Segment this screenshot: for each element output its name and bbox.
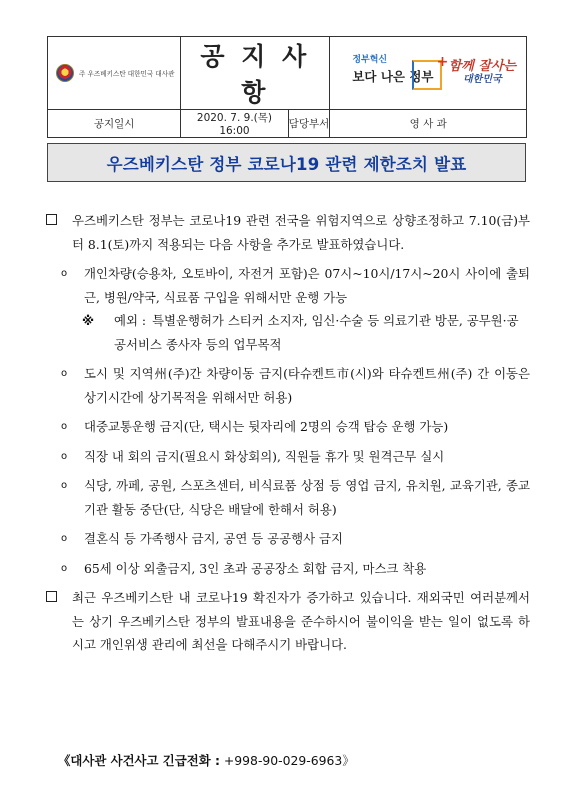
dept-value: 영 사 과 xyxy=(330,110,527,138)
gov-innovation-logo: 정부혁신 보다 나은 정부 + xyxy=(352,52,442,94)
bullet-icon: o xyxy=(61,421,68,432)
emergency-phone: +998-90-029-6963》 xyxy=(223,753,355,768)
logos-cell xyxy=(330,37,527,110)
bullet-icon: o xyxy=(61,450,68,462)
date-value: 2020. 7. 9.(목) 16:00 xyxy=(181,110,288,138)
bullet-icon: o xyxy=(61,268,68,279)
notice-body xyxy=(46,209,530,657)
reference-mark-icon: ※ xyxy=(82,313,95,328)
national-emblem-icon xyxy=(56,64,74,82)
bullet-icon: o xyxy=(61,368,68,379)
list-item: o 식당, 까페, 공원, 스포츠센터, 비식료품 상점 등 영업 금지, 유치원, 교육기관, 종교기관 활동 중단(단, 식당은 배달에 한해서 허용) xyxy=(46,474,530,521)
dept-label: 담당부서 xyxy=(288,110,330,138)
list-item: o 직장 내 회의 금지(필요시 화상회의), 직원들 휴가 및 원격근무 실시 xyxy=(46,445,530,469)
emergency-label: 《대사관 사건사고 긴급전화 : xyxy=(58,753,220,768)
exception-note: ※ 예외 : 특별운행허가 스티커 소지자, 임신·수술 등 의료기관 방문, 공무원·공공서비스 종사자 등의 업무목적 xyxy=(46,309,530,356)
embassy-logo-cell xyxy=(48,37,181,110)
closing-paragraph: 최근 우즈베키스탄 내 코로나19 확진자가 증가하고 있습니다. 재외국민 여러분께서는 상기 우즈베키스탄 정부의 발표내용을 준수하시어 불이익을 받는 일이 없도록 하시고 개인위생 관리에 최선을 다해주시기 바랍니다. xyxy=(46,586,530,657)
list-item: o 도시 및 지역州(주)간 차량이동 금지(타슈켄트市(시)와 타슈켄트州(주) 간 이동은 상기시간에 상기목적을 위해서만 허용) xyxy=(46,362,530,409)
list-item: o 개인차량(승용차, 오토바이, 자전거 포함)은 07시~10시/17시~20시 사이에 출퇴근, 병원/약국, 식료품 구입을 위해서만 운행 가능 xyxy=(46,262,530,309)
checkbox-square-icon xyxy=(46,214,57,225)
header-table xyxy=(47,36,527,138)
embassy-name: 주 우즈베키스탄 대한민국 대사관 xyxy=(79,70,175,78)
intro-paragraph: 우즈베키스탄 정부는 코로나19 관련 전국을 위험지역으로 상향조정하고 7.10(금)부터 8.1(토)까지 적용되는 다음 사항을 추가로 발표하였습니다. xyxy=(46,209,530,256)
notice-banner xyxy=(47,143,526,182)
bullet-icon: o xyxy=(61,533,68,544)
bullet-icon: o xyxy=(61,562,68,574)
emergency-contact xyxy=(58,751,355,769)
date-label: 공지일시 xyxy=(48,110,181,138)
bullet-icon: o xyxy=(61,480,68,491)
checkbox-square-icon xyxy=(46,591,57,602)
slogan-logo: 함께 잘사는 대한민국 xyxy=(448,59,516,85)
list-item: o 65세 이상 외출금지, 3인 초과 공공장소 회합 금지, 마스크 착용 xyxy=(46,557,530,581)
list-item: o 결혼식 등 가족행사 금지, 공연 등 공공행사 금지 xyxy=(46,527,530,551)
list-item: o 대중교통운행 금지(단, 택시는 뒷자리에 2명의 승객 탑승 운행 가능) xyxy=(46,415,530,439)
page-title: 공 지 사 항 xyxy=(181,37,330,110)
banner-title: 우즈베키스탄 정부 코로나19 관련 제한조치 발표 xyxy=(106,154,467,174)
